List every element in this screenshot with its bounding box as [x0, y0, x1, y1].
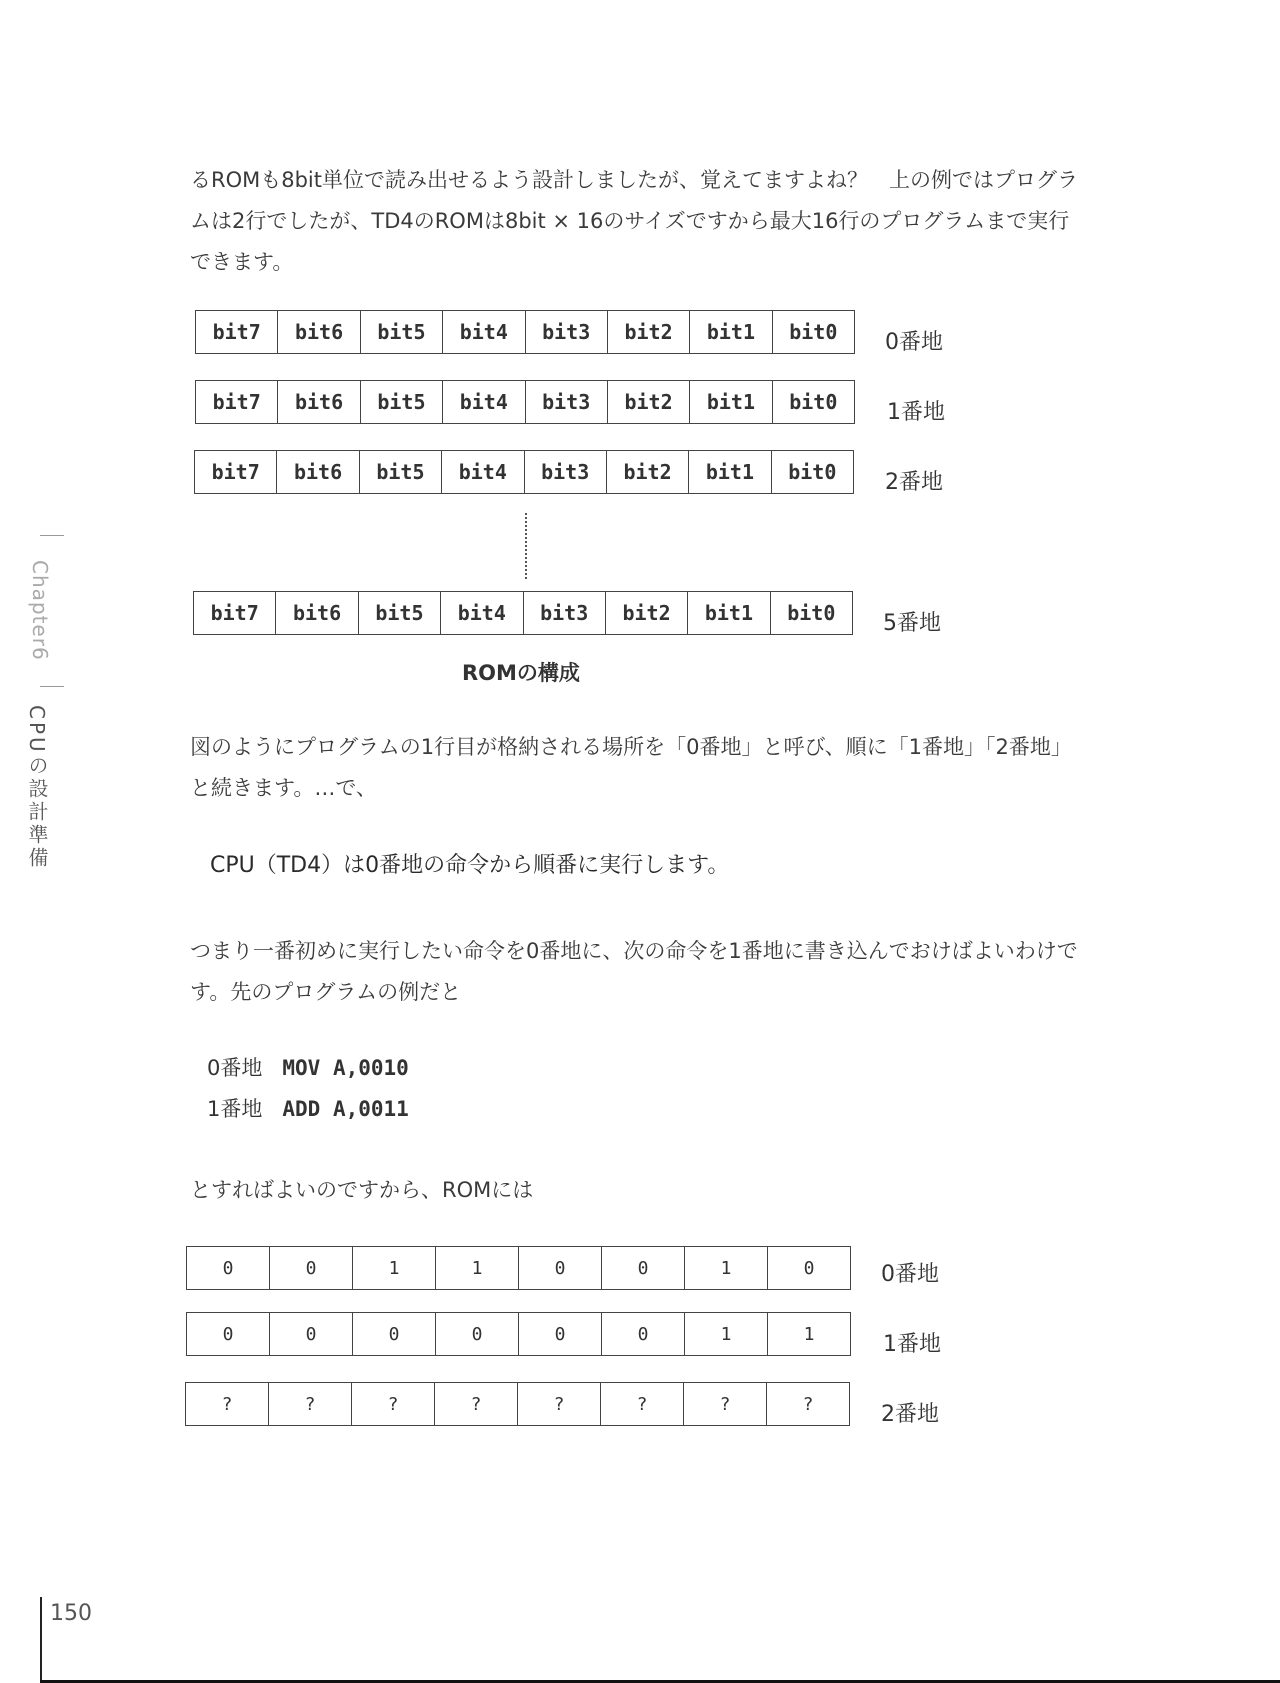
rom-cell: bit7 [195, 451, 277, 493]
rom-row-2 [194, 450, 854, 494]
code-line [207, 1093, 409, 1123]
rom-value-cell: 1 [436, 1247, 519, 1289]
rom-value-cell: ? [352, 1383, 435, 1425]
rom-value-cell: 0 [270, 1247, 353, 1289]
code-instruction: ADD A,0011 [282, 1097, 409, 1121]
rom-value-cell: 0 [187, 1313, 270, 1355]
rom-cell: bit5 [359, 592, 441, 634]
rom-row-5 [193, 591, 853, 635]
rom-cell: bit3 [524, 592, 606, 634]
rom-value-cell: 0 [270, 1313, 353, 1355]
rom-address-label: 1番地 [887, 400, 945, 425]
rom-value-cell: 1 [803, 1323, 815, 1345]
rom-value-cell: ? [186, 1383, 269, 1425]
address-line: と続きます。…で、 [190, 776, 377, 800]
rom-cell: bit1 [688, 592, 770, 634]
rom-cell: bit3 [525, 451, 607, 493]
chapter-title: CPUの設計準備 [25, 705, 49, 870]
rom-intro-line: とすればよいのですから、ROMには [190, 1178, 534, 1202]
rom-value-row-0 [186, 1246, 851, 1290]
rom-value-cell: 1 [353, 1247, 436, 1289]
rom-value-row-1 [186, 1312, 851, 1356]
page-margin-bar [40, 1597, 42, 1683]
page-number: 150 [50, 1601, 92, 1626]
rom-value-cell: 1 [685, 1313, 768, 1355]
rom-cell: bit5 [361, 381, 443, 423]
rom-cell: bit3 [526, 381, 608, 423]
rom-cell: bit2 [608, 381, 690, 423]
rom-cell: bit1 [690, 381, 772, 423]
rom-value-cell: ? [601, 1383, 684, 1425]
rom-value-address: 1番地 [883, 1332, 941, 1357]
intro-paragraph [190, 160, 1140, 283]
rom-cell: bit2 [606, 592, 688, 634]
rom-cell: bit6 [277, 451, 359, 493]
rom-cell: bit7 [196, 381, 278, 423]
rom-cell: bit0 [788, 460, 837, 484]
sidebar-divider [40, 535, 64, 536]
rom-value-cell: 0 [519, 1313, 602, 1355]
rom-cell: bit6 [278, 311, 360, 353]
rom-value-cell: 0 [602, 1313, 685, 1355]
rom-value-address: 2番地 [881, 1402, 939, 1427]
rom-value-address: 0番地 [881, 1262, 939, 1287]
chapter-label: Chapter6 [28, 560, 52, 661]
rom-cell: bit5 [361, 311, 443, 353]
rom-value-cell: ? [684, 1383, 767, 1425]
rom-value-cell: 1 [685, 1247, 768, 1289]
rom-cell: bit0 [789, 320, 838, 344]
address-line: 図のようにプログラムの1行目が格納される場所を「0番地」と呼び、順に「1番地」「2番地」 [190, 735, 1072, 759]
rom-row-0 [195, 310, 855, 354]
rom-value-cell: ? [435, 1383, 518, 1425]
rom-cell: bit4 [443, 311, 525, 353]
rom-value-cell: 0 [187, 1247, 270, 1289]
rom-value-cell: 0 [602, 1247, 685, 1289]
rom-value-cell: 0 [519, 1247, 602, 1289]
rom-cell: bit5 [360, 451, 442, 493]
rom-cell: bit4 [441, 592, 523, 634]
rom-cell: bit3 [526, 311, 608, 353]
rom-value-cell: ? [802, 1393, 814, 1415]
sidebar-divider [40, 686, 64, 687]
rom-row-1 [195, 380, 855, 424]
rom-cell: bit4 [443, 381, 525, 423]
intro-line: ムは2行でしたが、TD4のROMは8bit × 16のサイズですから最大16行のプログラムまで実行 [190, 209, 1070, 233]
rom-value-cell: ? [269, 1383, 352, 1425]
rom-value-cell: 0 [353, 1313, 436, 1355]
rom-cell: bit1 [690, 311, 772, 353]
rom-cell: bit0 [787, 601, 836, 625]
rom-cell: bit0 [789, 390, 838, 414]
rom-cell: bit4 [442, 451, 524, 493]
figure-caption: ROMの構成 [462, 661, 580, 685]
rom-cell: bit6 [276, 592, 358, 634]
rom-cell: bit2 [607, 451, 689, 493]
intro-line: るROMも8bit単位で読み出せるよう設計しましたが、覚えてますよね？ 上の例ではプログラ [190, 168, 1078, 192]
rom-cell: bit1 [689, 451, 771, 493]
ellipsis-dotted-line [525, 513, 527, 579]
program-line: つまり一番初めに実行したい命令を0番地に、次の命令を1番地に書き込んでおけばよいわけで [190, 939, 1078, 963]
rom-cell: bit7 [194, 592, 276, 634]
code-instruction: MOV A,0010 [282, 1056, 409, 1080]
intro-line: できます。 [190, 250, 294, 274]
address-paragraph [190, 727, 1140, 809]
code-address: 0番地 [207, 1056, 263, 1080]
program-line: す。先のプログラムの例だと [190, 980, 462, 1004]
code-address: 1番地 [207, 1097, 263, 1121]
rom-intro-paragraph [190, 1170, 1140, 1211]
code-line [207, 1052, 409, 1082]
rom-cell: bit6 [278, 381, 360, 423]
rom-address-label: 2番地 [885, 470, 943, 495]
rom-cell: bit7 [196, 311, 278, 353]
rom-address-label: 0番地 [885, 330, 943, 355]
program-paragraph [190, 931, 1140, 1013]
rom-address-label: 5番地 [883, 611, 941, 636]
highlight-statement: CPU（TD4）は0番地の命令から順番に実行します。 [210, 853, 730, 878]
rom-value-cell: ? [518, 1383, 601, 1425]
rom-value-cell: 0 [436, 1313, 519, 1355]
rom-value-row-2 [185, 1382, 850, 1426]
rom-cell: bit2 [608, 311, 690, 353]
rom-value-cell: 0 [803, 1257, 815, 1279]
